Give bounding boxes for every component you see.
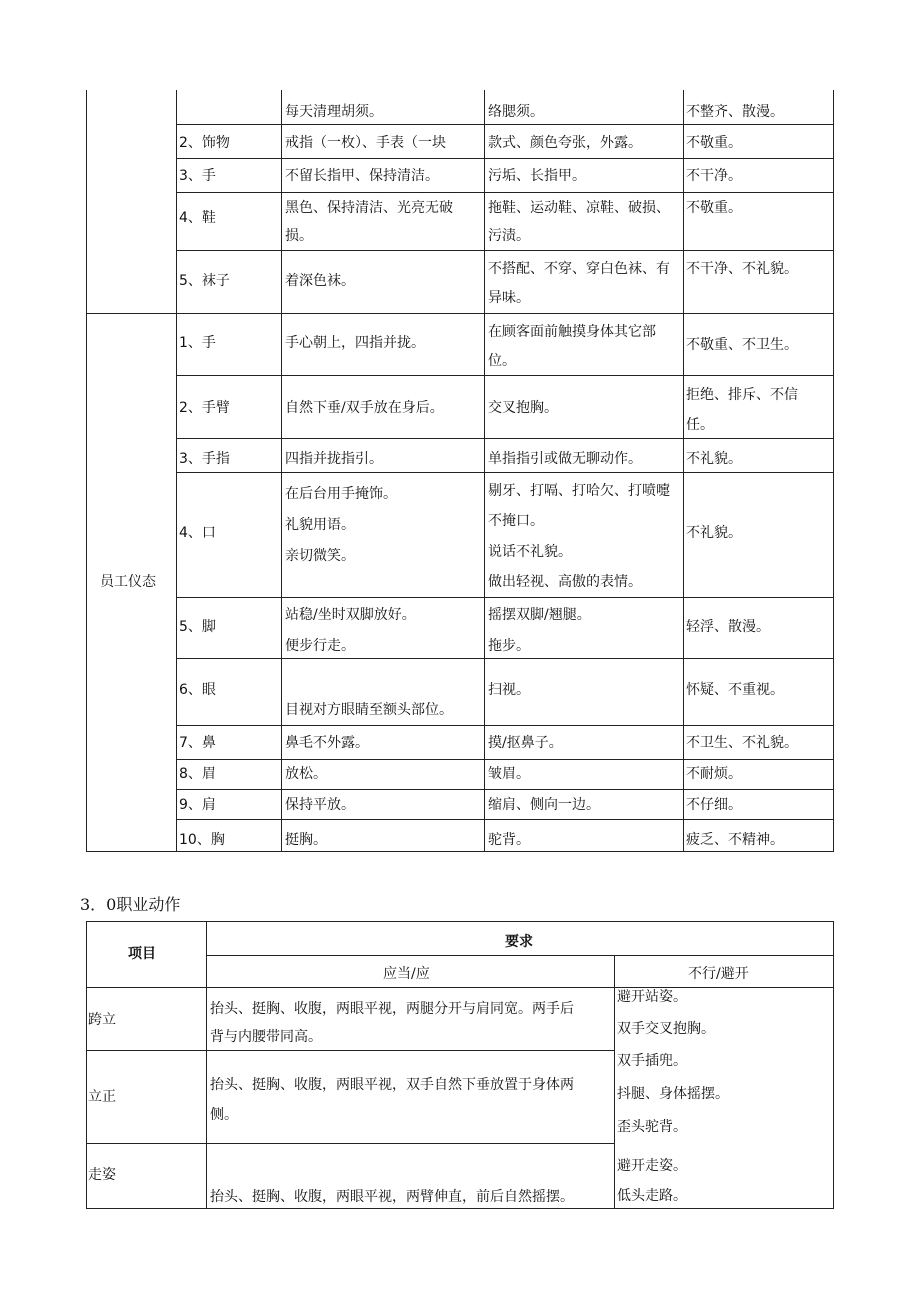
row-consequence: 不整齐、散漫。 [686, 104, 784, 120]
row-consequence: 不敬重。 [686, 135, 742, 151]
row-avoid: 位。 [488, 353, 516, 369]
row-consequence: 不敬重、不卫生。 [686, 337, 798, 353]
row-should: 亲切微笑。 [285, 548, 355, 564]
action-should: 背与内腰带同高。 [210, 1029, 322, 1045]
header-should: 应当/应 [383, 966, 430, 982]
row-should: 戒指（一枚）、手表（一块 [285, 135, 446, 151]
row-item: 3、手指 [179, 451, 230, 467]
row-avoid: 款式、颜色夸张，外露。 [488, 135, 642, 151]
action-should: 抬头、挺胸、收腹，两眼平视，双手自然下垂放置于身体两 [210, 1077, 574, 1093]
row-consequence: 轻浮、散漫。 [686, 619, 770, 635]
avoid-standing: 歪头驼背。 [617, 1119, 687, 1135]
row-avoid: 拖步。 [488, 638, 530, 654]
action-should: 抬头、挺胸、收腹，两眼平视，两腿分开与肩同宽。两手后 [210, 1001, 574, 1017]
row-avoid: 剔牙、打嗝、打哈欠、打喷嚏 [488, 483, 670, 499]
row-avoid: 拖鞋、运动鞋、凉鞋、破损、 [488, 200, 670, 216]
header-item: 项目 [128, 946, 156, 962]
row-should: 保持平放。 [285, 797, 355, 813]
row-should: 挺胸。 [285, 832, 327, 848]
row-should: 站稳/坐时双脚放好。 [285, 607, 416, 623]
avoid-standing: 双手交叉抱胸。 [617, 1021, 715, 1037]
row-consequence: 不卫生、不礼貌。 [686, 735, 798, 751]
row-consequence: 怀疑、不重视。 [686, 682, 784, 698]
row-avoid: 络腮须。 [488, 104, 544, 120]
row-consequence: 不礼貌。 [686, 451, 742, 467]
group-label: 员工仪态 [100, 574, 156, 590]
action-item: 跨立 [88, 1012, 116, 1028]
row-consequence: 不耐烦。 [686, 766, 742, 782]
row-should: 着深色袜。 [285, 273, 355, 289]
action-should: 侧。 [210, 1107, 238, 1123]
row-consequence: 不干净、不礼貌。 [686, 261, 798, 277]
row-avoid: 交叉抱胸。 [488, 400, 558, 416]
avoid-standing: 抖腿、身体摇摆。 [617, 1086, 729, 1102]
row-avoid: 异味。 [488, 290, 530, 306]
row-should: 自然下垂/双手放在身后。 [285, 400, 444, 416]
row-item: 2、手臂 [179, 400, 230, 416]
row-avoid: 缩肩、侧向一边。 [488, 797, 600, 813]
row-item: 9、肩 [179, 797, 216, 813]
avoid-standing: 避开站姿。 [617, 989, 687, 1005]
action-item: 走姿 [88, 1167, 116, 1183]
row-consequence: 不礼貌。 [686, 525, 742, 541]
row-avoid: 不掩口。 [488, 513, 544, 529]
row-item: 4、鞋 [179, 210, 216, 226]
section-title: 3．0职业动作 [80, 895, 181, 914]
row-avoid: 摸/抠鼻子。 [488, 735, 563, 751]
row-avoid: 污垢、长指甲。 [488, 168, 586, 184]
row-avoid: 污渍。 [488, 228, 530, 244]
row-item: 7、鼻 [179, 735, 216, 751]
row-consequence: 拒绝、排斥、不信 [686, 387, 798, 403]
row-should: 便步行走。 [285, 638, 355, 654]
action-should: 抬头、挺胸、收腹，两眼平视，两臂伸直，前后自然摇摆。 [210, 1189, 574, 1205]
row-should: 每天清理胡须。 [285, 104, 383, 120]
row-avoid: 驼背。 [488, 832, 530, 848]
row-avoid: 摇摆双脚/翘腿。 [488, 607, 591, 623]
row-item: 5、脚 [179, 619, 216, 635]
row-should: 四指并拢指引。 [285, 451, 383, 467]
header-requirement: 要求 [505, 934, 533, 950]
row-should: 在后台用手掩饰。 [285, 486, 397, 502]
row-consequence: 不敬重。 [686, 200, 742, 216]
row-should: 手心朝上，四指并拢。 [285, 335, 425, 351]
row-item: 1、手 [179, 335, 216, 351]
row-item: 2、饰物 [179, 135, 230, 151]
row-avoid: 在顾客面前触摸身体其它部 [488, 324, 656, 340]
row-should: 鼻毛不外露。 [285, 735, 369, 751]
row-consequence: 不仔细。 [686, 797, 742, 813]
row-item: 8、眉 [179, 766, 216, 782]
avoid-walking: 避开走姿。 [617, 1158, 687, 1174]
header-avoid: 不行/避开 [688, 966, 749, 982]
row-should: 放松。 [285, 766, 327, 782]
row-item: 4、口 [179, 525, 216, 541]
row-avoid: 扫视。 [488, 682, 530, 698]
row-item: 5、袜子 [179, 273, 230, 289]
row-consequence: 疲乏、不精神。 [686, 832, 784, 848]
row-avoid: 不搭配、不穿、穿白色袜、有 [488, 261, 670, 277]
row-avoid: 做出轻视、高傲的表情。 [488, 574, 642, 590]
row-should: 黑色、保持清洁、光亮无破 [285, 200, 453, 216]
avoid-standing: 双手插兜。 [617, 1053, 687, 1069]
row-consequence: 不干净。 [686, 168, 742, 184]
row-consequence: 任。 [686, 417, 714, 433]
row-should: 目视对方眼睛至额头部位。 [285, 702, 453, 718]
avoid-walking: 低头走路。 [617, 1188, 687, 1204]
row-should: 礼貌用语。 [285, 517, 355, 533]
row-avoid: 皱眉。 [488, 766, 530, 782]
row-item: 10、胸 [179, 832, 225, 848]
row-avoid: 说话不礼貌。 [488, 544, 572, 560]
row-avoid: 单指指引或做无聊动作。 [488, 451, 642, 467]
action-item: 立正 [88, 1089, 116, 1105]
row-item: 3、手 [179, 168, 216, 184]
row-should: 损。 [285, 228, 313, 244]
row-item: 6、眼 [179, 682, 216, 698]
row-should: 不留长指甲、保持清洁。 [285, 168, 439, 184]
